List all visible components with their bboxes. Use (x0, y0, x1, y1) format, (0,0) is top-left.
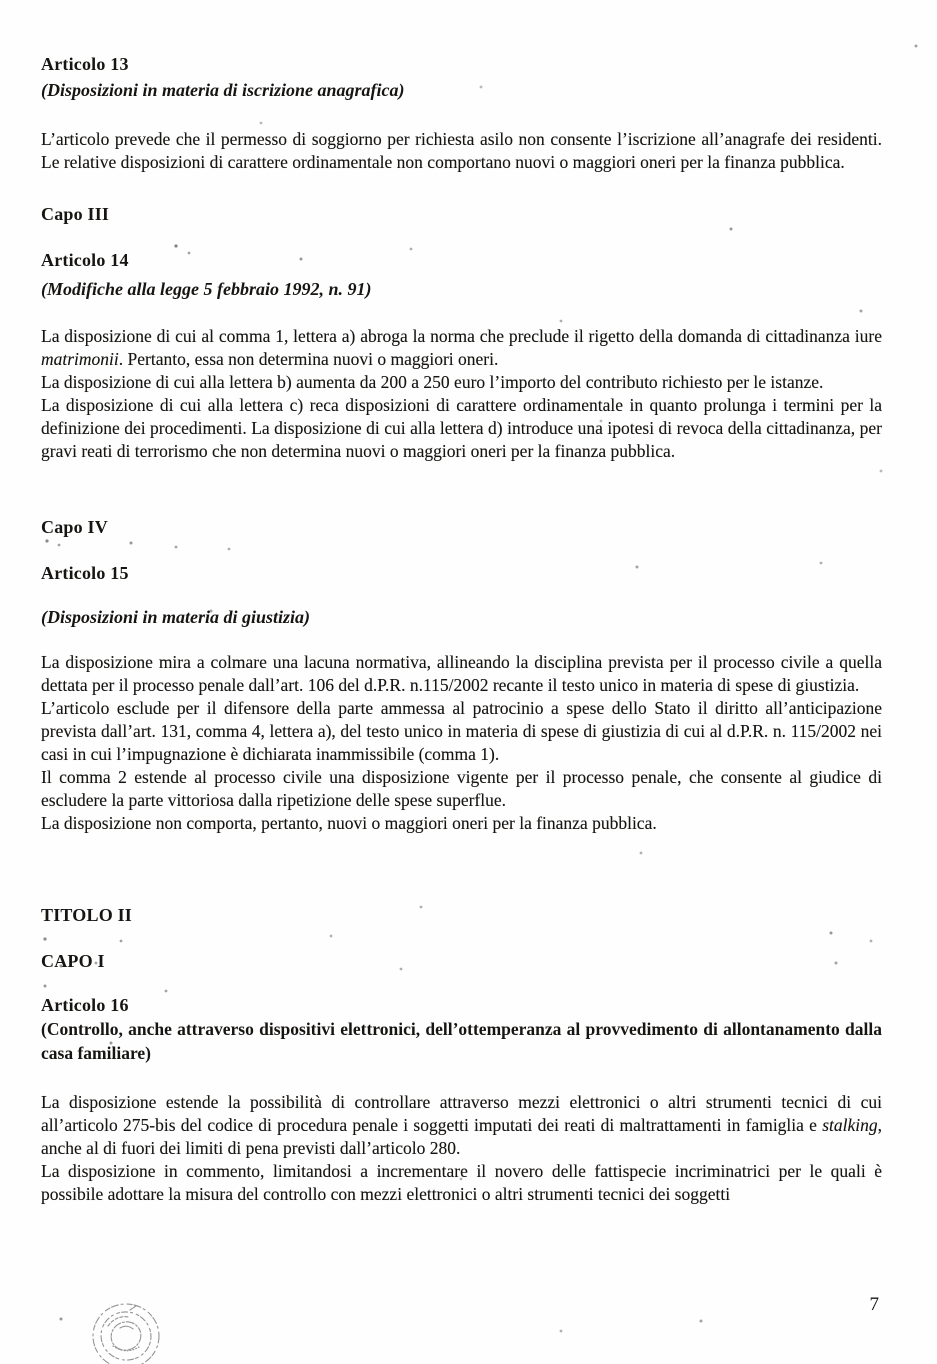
articolo-14-subtitle: (Modifiche alla legge 5 febbraio 1992, n. 91) (41, 279, 372, 299)
capo-i-heading: CAPO I (41, 951, 105, 971)
articolo-15-section (41, 561, 882, 835)
paragraph-text: La disposizione estende la possibilità di controllare attraverso mezzi elettronici o altri strumenti tecnici di cui all’articolo 275-bis del codice di procedura penale i soggetti imputati dei reati di maltrattamenti in famiglia e (41, 1092, 882, 1135)
articolo-16-title: Articolo 16 (41, 995, 129, 1015)
articolo-14-paragraph-2: La disposizione di cui alla lettera b) aumenta da 200 a 250 euro l’importo del contributo richiesto per le istanze. (41, 372, 824, 392)
articolo-15-paragraph-3: Il comma 2 estende al processo civile una disposizione vigente per il processo penale, che consente al giudice di escludere la parte vittoriosa dalla ripetizione delle spese superflue. (41, 767, 882, 810)
articolo-14-paragraph-3: La disposizione di cui alla lettera c) reca disposizioni di carattere ordinamentale in quanto prolunga i termini per la definizione dei procedimenti. La disposizione di cui alla lettera d) introduce una ipotesi di revoca della cittadinanza, per gravi reati di terrorismo che non determina nuovi o maggiori oneri per la finanza pubblica. (41, 395, 882, 461)
page-number: 7 (869, 1294, 879, 1315)
paragraph-text: . Pertanto, essa non determina nuovi o maggiori oneri. (118, 349, 499, 369)
paragraph-text: , anche al di fuori dei limiti di pena previsti dall’articolo 280. (41, 1115, 882, 1158)
articolo-14-title: Articolo 14 (41, 250, 129, 270)
articolo-15-paragraph-1: La disposizione mira a colmare una lacuna normativa, allineando la disciplina prevista per il processo civile a quella dettata per il processo penale dall’art. 106 del d.P.R. n.115/2002 recante il testo unico in materia di spese di giustizia. (41, 652, 882, 695)
articolo-15-subtitle: (Disposizioni in materia di giustizia) (41, 607, 311, 627)
articolo-16-paragraph-2: La disposizione in commento, limitandosi a incrementare il novero delle fattispecie incriminatrici per le quali è possibile adottare la misura del controllo con mezzi elettronici o altri strumenti tecnici dei soggetti (41, 1161, 882, 1204)
articolo-13-title: Articolo 13 (41, 54, 129, 74)
italic-term-stalking: stalking (822, 1115, 878, 1135)
articolo-16-paragraph-1 (41, 1091, 882, 1160)
stamp-seal-icon (86, 1298, 166, 1364)
articolo-15-paragraph-2: L’articolo esclude per il difensore della parte ammessa al patrocinio a spese dello Stato il diritto all’anticipazione prevista dall’art. 131, comma 4, lettera a), del testo unico in materia di spese di giustizia di cui al d.P.R. n. 115/2002 nei casi in cui l’impugnazione è dichiarata inammissibile (comma 1). (41, 698, 882, 764)
articolo-13-body: L’articolo prevede che il permesso di soggiorno per richiesta asilo non consente l’iscrizione all’anagrafe dei residenti. Le relative disposizioni di carattere ordinamentale non comportano nuovi o maggiori oneri per la finanza pubblica. (41, 129, 882, 172)
italic-term-matrimonii: matrimonii (41, 349, 119, 369)
capo-iv-heading: Capo IV (41, 517, 108, 537)
articolo-13-section (41, 52, 882, 174)
articolo-14-section (41, 248, 882, 463)
articolo-16-section (41, 993, 882, 1206)
articolo-14-paragraph-1 (41, 325, 882, 371)
articolo-15-paragraph-4: La disposizione non comporta, pertanto, nuovi o maggiori oneri per la finanza pubblica. (41, 813, 657, 833)
titolo-ii-heading: TITOLO II (41, 905, 133, 925)
articolo-15-title: Articolo 15 (41, 563, 129, 583)
page-content (41, 0, 882, 1206)
scan-noise (0, 0, 2, 2)
articolo-13-subtitle: (Disposizioni in materia di iscrizione anagrafica) (41, 80, 405, 100)
paragraph-text: La disposizione di cui al comma 1, lettera a) abroga la norma che preclude il rigetto della domanda di cittadinanza iure (41, 326, 882, 346)
capo-iii-heading: Capo III (41, 204, 110, 224)
articolo-16-subtitle: (Controllo, anche attraverso dispositivi elettronici, dell’ottemperanza al provvedimento di allontanamento dalla casa familiare) (41, 1019, 882, 1063)
